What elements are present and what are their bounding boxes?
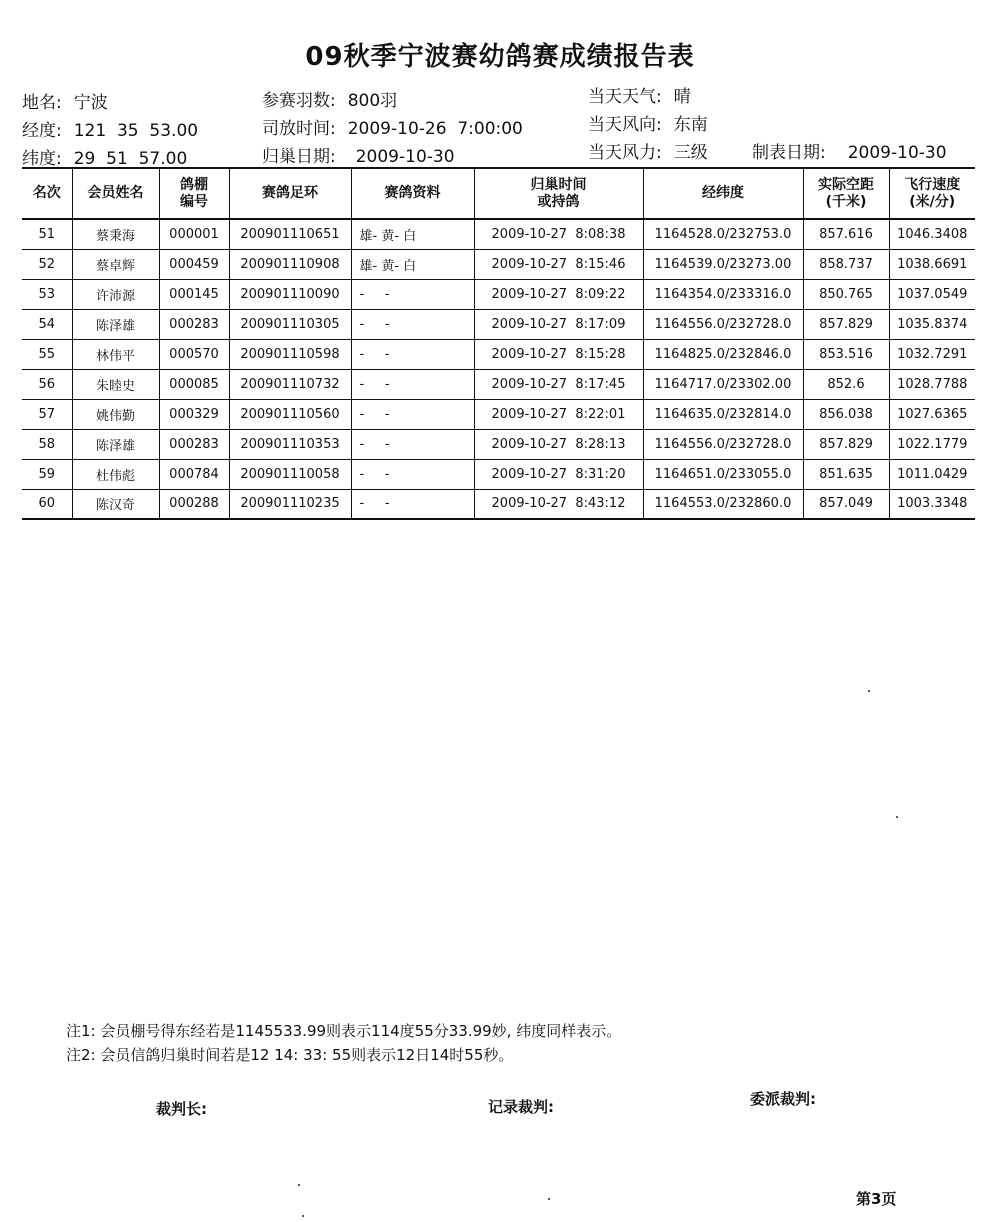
header-speed-line2: (米/分)	[909, 193, 956, 210]
meta-release-label: 司放时间:	[262, 119, 336, 139]
cell-time: 2009-10-27 8:09:22	[474, 279, 643, 309]
cell-coords: 1164553.0/232860.0	[643, 489, 803, 519]
cell-coords: 1164825.0/232846.0	[643, 339, 803, 369]
cell-distance: 851.635	[803, 459, 889, 489]
cell-coords: 1164635.0/232814.0	[643, 399, 803, 429]
cell-rank: 54	[22, 309, 72, 339]
cell-rank: 59	[22, 459, 72, 489]
cell-member: 许沛源	[72, 279, 159, 309]
table-header-row	[22, 168, 975, 219]
meta-wind-direction-label: 当天风向:	[588, 115, 662, 135]
cell-member: 杜伟彪	[72, 459, 159, 489]
cell-ring: 200901110090	[229, 279, 351, 309]
cell-distance: 857.049	[803, 489, 889, 519]
cell-time: 2009-10-27 8:31:20	[474, 459, 643, 489]
cell-member: 陈汉奇	[72, 489, 159, 519]
cell-member: 陈泽雄	[72, 309, 159, 339]
cell-loft: 000283	[159, 309, 229, 339]
cell-ring: 200901110235	[229, 489, 351, 519]
cell-rank: 57	[22, 399, 72, 429]
meta-return-label: 归巢日期:	[262, 147, 336, 167]
cell-rank: 56	[22, 369, 72, 399]
header-time-line1: 归巢时间	[530, 176, 587, 193]
cell-distance: 856.038	[803, 399, 889, 429]
cell-info: - -	[351, 339, 474, 369]
meta-latitude-value: 29 51 57.00	[73, 149, 188, 169]
meta-count-label: 参赛羽数:	[262, 91, 336, 111]
meta-count	[262, 86, 397, 111]
cell-info: 雄- 黄- 白	[351, 219, 474, 249]
meta-made-date-label: 制表日期:	[752, 143, 826, 163]
table-row	[22, 429, 975, 459]
cell-member: 朱睦史	[72, 369, 159, 399]
cell-loft: 000145	[159, 279, 229, 309]
header-info: 赛鸽资料	[351, 168, 474, 219]
meta-made-date	[752, 138, 947, 163]
meta-made-date-value: 2009-10-30	[847, 143, 947, 163]
cell-rank: 51	[22, 219, 72, 249]
table-row	[22, 489, 975, 519]
cell-time: 2009-10-27 8:17:45	[474, 369, 643, 399]
meta-latitude-label: 纬度:	[22, 149, 62, 169]
cell-time: 2009-10-27 8:15:46	[474, 249, 643, 279]
cell-distance: 850.765	[803, 279, 889, 309]
cell-info: - -	[351, 369, 474, 399]
cell-time: 2009-10-27 8:28:13	[474, 429, 643, 459]
cell-rank: 53	[22, 279, 72, 309]
scan-speck	[896, 816, 898, 818]
cell-info: 雄- 黄- 白	[351, 249, 474, 279]
meta-wind-direction	[588, 110, 708, 135]
header-member: 会员姓名	[72, 168, 159, 219]
cell-member: 林伟平	[72, 339, 159, 369]
header-ring: 赛鸽足环	[229, 168, 351, 219]
cell-speed: 1046.3408	[889, 219, 975, 249]
header-coords: 经纬度	[643, 168, 803, 219]
cell-loft: 000288	[159, 489, 229, 519]
scan-speck	[548, 1198, 550, 1200]
header-distance-line2: (千米)	[825, 193, 867, 210]
table-row	[22, 369, 975, 399]
table-row	[22, 279, 975, 309]
cell-speed: 1022.1779	[889, 429, 975, 459]
cell-coords: 1164539.0/23273.00	[643, 249, 803, 279]
header-time	[474, 168, 643, 219]
cell-member: 蔡卓辉	[72, 249, 159, 279]
cell-time: 2009-10-27 8:15:28	[474, 339, 643, 369]
cell-ring: 200901110908	[229, 249, 351, 279]
cell-speed: 1011.0429	[889, 459, 975, 489]
meta-weather-label: 当天天气:	[588, 87, 662, 107]
cell-loft: 000784	[159, 459, 229, 489]
scan-speck	[298, 1184, 300, 1186]
table-row	[22, 249, 975, 279]
header-loft-line2: 编号	[180, 193, 208, 210]
cell-speed: 1032.7291	[889, 339, 975, 369]
meta-wind-force	[588, 138, 708, 163]
meta-place	[22, 88, 108, 113]
cell-member: 姚伟勤	[72, 399, 159, 429]
meta-return	[262, 142, 455, 167]
cell-ring: 200901110651	[229, 219, 351, 249]
page-number: 第3页	[856, 1190, 897, 1208]
cell-ring: 200901110560	[229, 399, 351, 429]
cell-coords: 1164556.0/232728.0	[643, 309, 803, 339]
cell-time: 2009-10-27 8:17:09	[474, 309, 643, 339]
meta-longitude-label: 经度:	[22, 121, 62, 141]
assigned-judge-label: 委派裁判:	[750, 1090, 816, 1108]
cell-speed: 1035.8374	[889, 309, 975, 339]
table-row	[22, 309, 975, 339]
cell-distance: 857.616	[803, 219, 889, 249]
cell-speed: 1027.6365	[889, 399, 975, 429]
cell-member: 陈泽雄	[72, 429, 159, 459]
cell-coords: 1164651.0/233055.0	[643, 459, 803, 489]
cell-distance: 858.737	[803, 249, 889, 279]
header-loft-line1: 鸽棚	[180, 176, 208, 193]
cell-distance: 857.829	[803, 309, 889, 339]
table-row	[22, 339, 975, 369]
header-time-line2: 或持鸽	[537, 193, 580, 210]
meta-release	[262, 114, 523, 139]
cell-member: 蔡秉海	[72, 219, 159, 249]
cell-coords: 1164717.0/23302.00	[643, 369, 803, 399]
cell-distance: 853.516	[803, 339, 889, 369]
header-speed	[889, 168, 975, 219]
scan-speck	[868, 690, 870, 692]
cell-loft: 000001	[159, 219, 229, 249]
cell-loft: 000459	[159, 249, 229, 279]
cell-coords: 1164556.0/232728.0	[643, 429, 803, 459]
cell-ring: 200901110598	[229, 339, 351, 369]
table-row	[22, 399, 975, 429]
cell-rank: 58	[22, 429, 72, 459]
cell-loft: 000329	[159, 399, 229, 429]
chief-judge-label: 裁判长:	[156, 1100, 207, 1118]
meta-wind-force-value: 三级	[673, 143, 708, 163]
cell-speed: 1037.0549	[889, 279, 975, 309]
meta-place-value: 宁波	[73, 93, 108, 113]
cell-loft: 000085	[159, 369, 229, 399]
table-row	[22, 459, 975, 489]
cell-distance: 852.6	[803, 369, 889, 399]
cell-speed: 1003.3348	[889, 489, 975, 519]
meta-longitude	[22, 116, 198, 141]
cell-rank: 52	[22, 249, 72, 279]
cell-info: - -	[351, 429, 474, 459]
cell-rank: 55	[22, 339, 72, 369]
cell-distance: 857.829	[803, 429, 889, 459]
cell-coords: 1164354.0/233316.0	[643, 279, 803, 309]
meta-wind-force-label: 当天风力:	[588, 143, 662, 163]
meta-weather-value: 晴	[673, 87, 691, 107]
meta-wind-direction-value: 东南	[673, 115, 708, 135]
results-table	[22, 167, 975, 520]
meta-release-value: 2009-10-26 7:00:00	[347, 119, 523, 139]
meta-longitude-value: 121 35 53.00	[73, 121, 199, 141]
meta-weather	[588, 82, 691, 107]
cell-time: 2009-10-27 8:08:38	[474, 219, 643, 249]
header-distance-line1: 实际空距	[818, 176, 874, 193]
cell-info: - -	[351, 459, 474, 489]
cell-time: 2009-10-27 8:43:12	[474, 489, 643, 519]
scan-speck	[302, 1215, 304, 1217]
cell-time: 2009-10-27 8:22:01	[474, 399, 643, 429]
cell-info: - -	[351, 489, 474, 519]
header-loft	[159, 168, 229, 219]
cell-rank: 60	[22, 489, 72, 519]
cell-coords: 1164528.0/232753.0	[643, 219, 803, 249]
cell-info: - -	[351, 399, 474, 429]
cell-info: - -	[351, 309, 474, 339]
recorder-judge-label: 记录裁判:	[488, 1098, 554, 1116]
header-speed-line1: 飞行速度	[904, 176, 961, 193]
meta-return-value: 2009-10-30	[355, 147, 455, 167]
meta-count-value: 800羽	[347, 91, 398, 111]
cell-speed: 1038.6691	[889, 249, 975, 279]
note-1: 注1: 会员棚号得东经若是1145533.99则表示114度55分33.99妙, 纬度同样表示。	[66, 1022, 622, 1040]
cell-loft: 000283	[159, 429, 229, 459]
cell-ring: 200901110732	[229, 369, 351, 399]
cell-speed: 1028.7788	[889, 369, 975, 399]
cell-info: - -	[351, 279, 474, 309]
note-2: 注2: 会员信鸽归巢时间若是12 14: 33: 55则表示12日14时55秒。	[66, 1046, 514, 1064]
cell-ring: 200901110305	[229, 309, 351, 339]
report-title: 09秋季宁波赛幼鸽赛成绩报告表	[305, 42, 695, 72]
cell-ring: 200901110353	[229, 429, 351, 459]
header-rank: 名次	[22, 168, 72, 219]
table-row	[22, 219, 975, 249]
cell-ring: 200901110058	[229, 459, 351, 489]
meta-place-label: 地名:	[22, 93, 62, 113]
header-distance	[803, 168, 889, 219]
meta-latitude	[22, 144, 187, 169]
cell-loft: 000570	[159, 339, 229, 369]
